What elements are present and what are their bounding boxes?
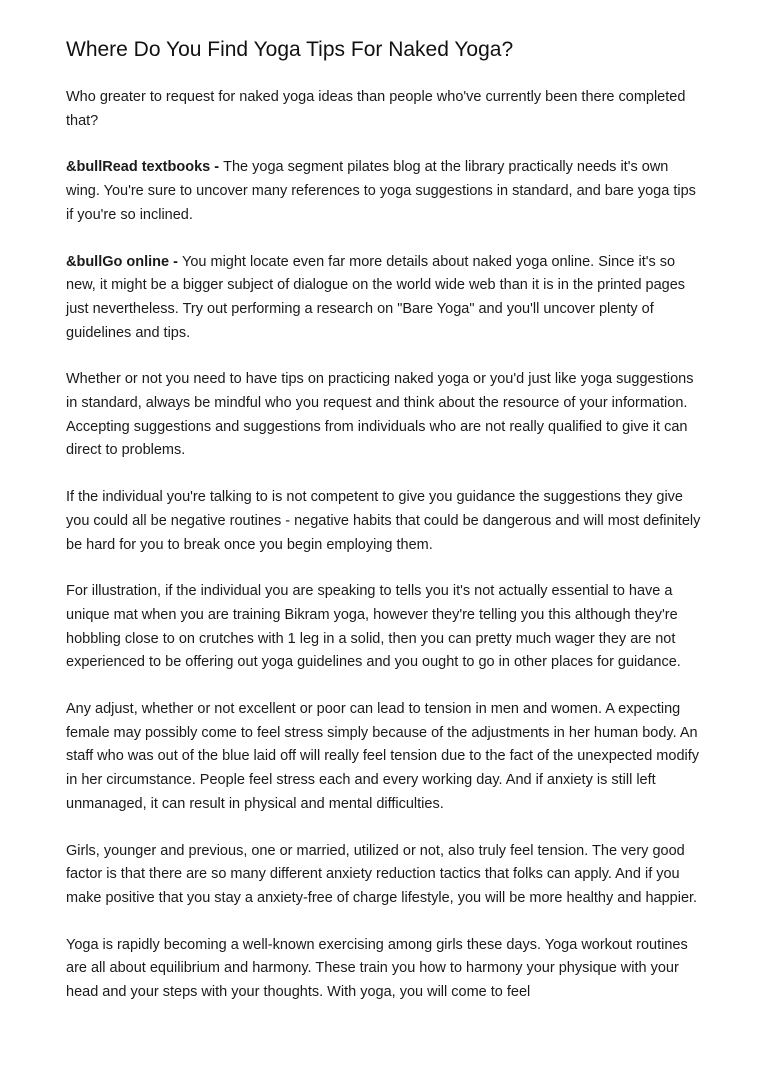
- document-page: [66, 36, 706, 1028]
- body-paragraph: Any adjust, whether or not excellent or poor can lead to tension in men and women. A expecting female may possibly come to feel stress simply because of the adjustments in her human body. An staff who was out of the blue laid off will really feel tension due to the fact of the unexpected modify in her circumstance. People feel stress each and every working day. And if anxiety is still left unmanaged, it can result in physical and mental difficulties.: [66, 701, 700, 812]
- intro-paragraph: Who greater to request for naked yoga ideas than people who've currently been there completed that?: [66, 89, 686, 129]
- bullet-lead: &bullRead textbooks -: [66, 159, 224, 176]
- bullet-text: You might locate even far more details about naked yoga online. Since it's so new, it might be a bigger subject of dialogue on the world wide web than it is in the printed pages just nevertheless. Try out performing a research on "Bare Yoga" and you'll uncover plenty of guidelines and tips.: [66, 253, 686, 341]
- body-paragraph: Whether or not you need to have tips on practicing naked yoga or you'd just like yoga suggestions in standard, always be mindful who you request and think about the resource of your information. Accepting suggestions and suggestions from individuals who are not really qualified to give it can direct to problems.: [66, 371, 694, 459]
- page-title: Where Do You Find Yoga Tips For Naked Yoga?: [66, 38, 514, 61]
- body-paragraph: If the individual you're talking to is not competent to give you guidance the suggestions they give you could all be negative routines - negative habits that could be dangerous and will most definitely be hard for you to break once you begin employing them.: [66, 489, 701, 553]
- bullet-paragraph-read-textbooks: [66, 156, 706, 227]
- bullet-lead: &bullGo online -: [66, 253, 182, 270]
- bullet-paragraph-go-online: [66, 251, 706, 346]
- body-paragraph: Girls, younger and previous, one or married, utilized or not, also truly feel tension. The very good factor is that there are so many different anxiety reduction tactics that folks can apply. And if you make positive that you stay a anxiety-free of charge lifestyle, you will be more healthy and happier.: [66, 842, 698, 906]
- bullet-text: The yoga segment pilates blog at the library practically needs it's own wing. You're sure to uncover many references to yoga suggestions in standard, and bare yoga tips if you're so inclined.: [66, 159, 696, 223]
- body-paragraph: For illustration, if the individual you are speaking to tells you it's not actually essential to have a unique mat when you are training Bikram yoga, however they're telling you this although they're hobbling close to on crutches with 1 leg in a solid, then you can pretty much wager they are not experienced to be offering out yoga guidelines and you ought to go in other places for guidance.: [66, 583, 681, 671]
- body-paragraph: Yoga is rapidly becoming a well-known exercising among girls these days. Yoga workout routines are all about equilibrium and harmony. These train you how to harmony your physique with your head and your steps with your thoughts. With yoga, you will come to feel: [66, 936, 688, 1001]
